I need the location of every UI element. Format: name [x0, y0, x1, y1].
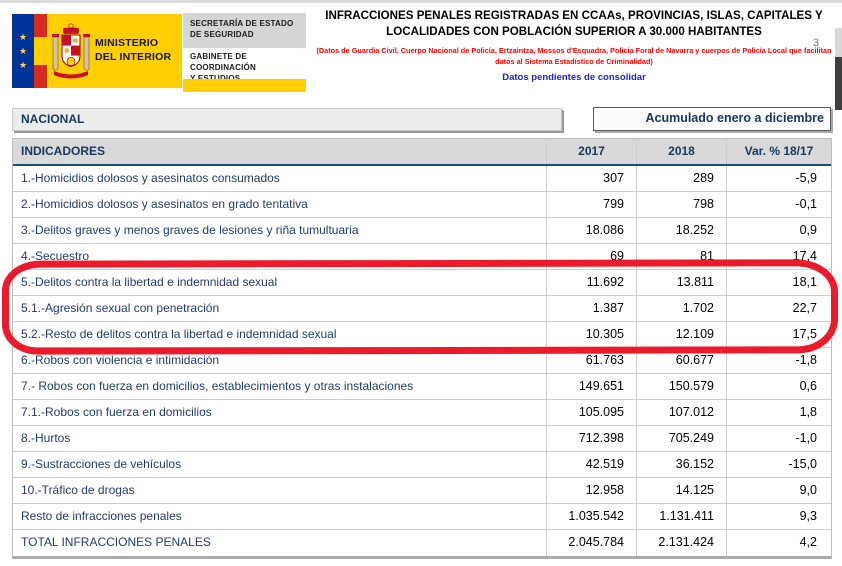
eu-flag-band [12, 14, 34, 88]
value-2018: 107.012 [637, 400, 727, 425]
value-2017: 1.387 [547, 296, 637, 321]
indicator-label: 9.-Sustracciones de vehículos [13, 452, 547, 477]
ministry-name [95, 14, 182, 88]
indicators-table [12, 138, 832, 559]
value-2017: 1.035.542 [547, 504, 637, 529]
value-2018: 18.252 [637, 218, 727, 243]
value-2017: 12.958 [547, 478, 637, 503]
value-2017: 11.692 [547, 270, 637, 295]
table-row [13, 374, 831, 400]
value-var: -1,0 [795, 431, 817, 445]
star-icon: ★ [18, 59, 28, 70]
table-row [13, 322, 831, 348]
table-row [13, 270, 831, 296]
indicator-label: 3.-Delitos graves y menos graves de lesiones y riña tumultuaria [13, 218, 547, 243]
column-header-indicadores: INDICADORES [13, 139, 547, 164]
ministry-logo [12, 14, 182, 88]
value-var: 4,2 [799, 535, 817, 549]
value-var: 0,6 [799, 379, 817, 393]
value-2017: 10.305 [547, 322, 637, 347]
value-2018: 81 [637, 244, 727, 269]
value-var: 9,3 [799, 509, 817, 523]
value-2018: 150.579 [637, 374, 727, 399]
value-2018: 1.131.411 [637, 504, 727, 529]
indicator-label: 5.2.-Resto de delitos contra la libertad e indemnidad sexual [13, 322, 547, 347]
table-row [13, 348, 831, 374]
value-2017: 799 [547, 192, 637, 217]
flag-yellow-band [34, 37, 47, 65]
flag-red-band [34, 14, 47, 37]
indicator-label: 8.-Hurtos [13, 426, 547, 451]
column-header-var: Var. % 18/17 [744, 144, 814, 158]
indicator-label: Resto de infracciones penales [13, 504, 547, 529]
value-var: 17,5 [792, 327, 817, 341]
page-title: INFRACCIONES PENALES REGISTRADAS EN CCAAs, PROVINCIAS, ISLAS, CAPITALES Y LOCALIDADES CON POBLACIÓN SUPERIOR A 30.000 HABITANTES [325, 9, 823, 39]
ministry-name-line2: DEL INTERIOR [95, 51, 172, 63]
table-row [13, 218, 831, 244]
table-row [13, 296, 831, 322]
table-header-row [13, 139, 831, 166]
value-var: -0,1 [795, 197, 817, 211]
table-row [13, 478, 831, 504]
indicator-label: 4.-Secuestro [13, 244, 547, 269]
coat-of-arms-icon [47, 14, 95, 88]
title-block [312, 8, 836, 83]
indicator-label: TOTAL INFRACCIONES PENALES [13, 530, 547, 556]
value-2017: 307 [547, 166, 637, 191]
value-2017: 61.763 [547, 348, 637, 373]
secretaria-box [183, 13, 306, 48]
ministry-name-line1: MINISTERIO [95, 37, 159, 50]
value-2017: 712.398 [547, 426, 637, 451]
scrollbar-thumb[interactable] [835, 57, 842, 110]
window-top-edge [0, 0, 842, 3]
value-2018: 60.677 [637, 348, 727, 373]
value-2017: 18.086 [547, 218, 637, 243]
value-var: -1,8 [795, 353, 817, 367]
column-header-2018: 2018 [637, 139, 727, 164]
value-2017: 149.651 [547, 374, 637, 399]
value-2018: 14.125 [637, 478, 727, 503]
value-2018: 705.249 [637, 426, 727, 451]
value-var: -5,9 [795, 171, 817, 185]
value-2017: 42.519 [547, 452, 637, 477]
page-number: 3 [813, 37, 820, 49]
secretaria-line2: DE SEGURIDAD [190, 29, 254, 39]
value-2018: 798 [637, 192, 727, 217]
value-2018: 289 [637, 166, 727, 191]
indicator-label: 7.1.-Robos con fuerza en domicilios [13, 400, 547, 425]
table-row [13, 400, 831, 426]
value-var: 18,1 [792, 275, 817, 289]
indicator-label: 2.-Homicidios dolosos y asesinatos en grado tentativa [13, 192, 547, 217]
value-2018: 2.131.424 [637, 530, 727, 556]
region-selector[interactable]: NACIONAL [12, 108, 562, 131]
value-2018: 13.811 [637, 270, 727, 295]
value-2017: 69 [547, 244, 637, 269]
value-var: -15,0 [788, 457, 817, 471]
value-var: 0,9 [799, 223, 817, 237]
logo-yellow-strip [183, 79, 306, 92]
value-var: 9,0 [799, 483, 817, 497]
value-var: 1,8 [799, 405, 817, 419]
flag-red-band [34, 65, 47, 88]
table-row [13, 192, 831, 218]
value-var: 17,4 [792, 249, 817, 263]
source-note: (Datos de Guardia Civil, Cuerpo Nacional de Policía, Ertzaintza, Mossos d'Esquadra, Policía Foral de Navarra y cuerpos de Policía Local que facilitan datos al Sistema Estadístico de Criminalidad) [316, 46, 832, 67]
value-2018: 1.702 [637, 296, 727, 321]
table-row [13, 166, 831, 192]
value-2017: 2.045.784 [547, 530, 637, 556]
column-header-2017: 2017 [547, 139, 637, 164]
star-icon: ★ [18, 45, 28, 56]
period-button[interactable]: Acumulado enero a diciembre [593, 107, 831, 131]
star-icon: ★ [18, 31, 28, 42]
value-2018: 12.109 [637, 322, 727, 347]
value-2018: 36.152 [637, 452, 727, 477]
spain-flag-stripe [34, 14, 47, 88]
indicator-label: 10.-Tráfico de drogas [13, 478, 547, 503]
gabinete-line1: GABINETE DE COORDINACIÓN [190, 52, 256, 72]
value-2017: 105.095 [547, 400, 637, 425]
table-row [13, 452, 831, 478]
status-note: Datos pendientes de consolidar [502, 72, 646, 84]
indicator-label: 1.-Homicidios dolosos y asesinatos consumados [13, 166, 547, 191]
table-row [13, 504, 831, 530]
secretaria-line1: SECRETARÍA DE ESTADO [190, 19, 294, 28]
table-body [13, 166, 831, 556]
table-row [13, 244, 831, 270]
value-var: 22,7 [792, 301, 817, 315]
table-row [13, 426, 831, 452]
indicator-label: 5.-Delitos contra la libertad e indemnidad sexual [13, 270, 547, 295]
indicator-label: 5.1.-Agresión sexual con penetración [13, 296, 547, 321]
indicator-label: 7.- Robos con fuerza en domicilios, establecimientos y otras instalaciones [13, 374, 547, 399]
indicator-label: 6.-Robos con violencia e intimidación [13, 348, 547, 373]
table-row [13, 530, 831, 556]
